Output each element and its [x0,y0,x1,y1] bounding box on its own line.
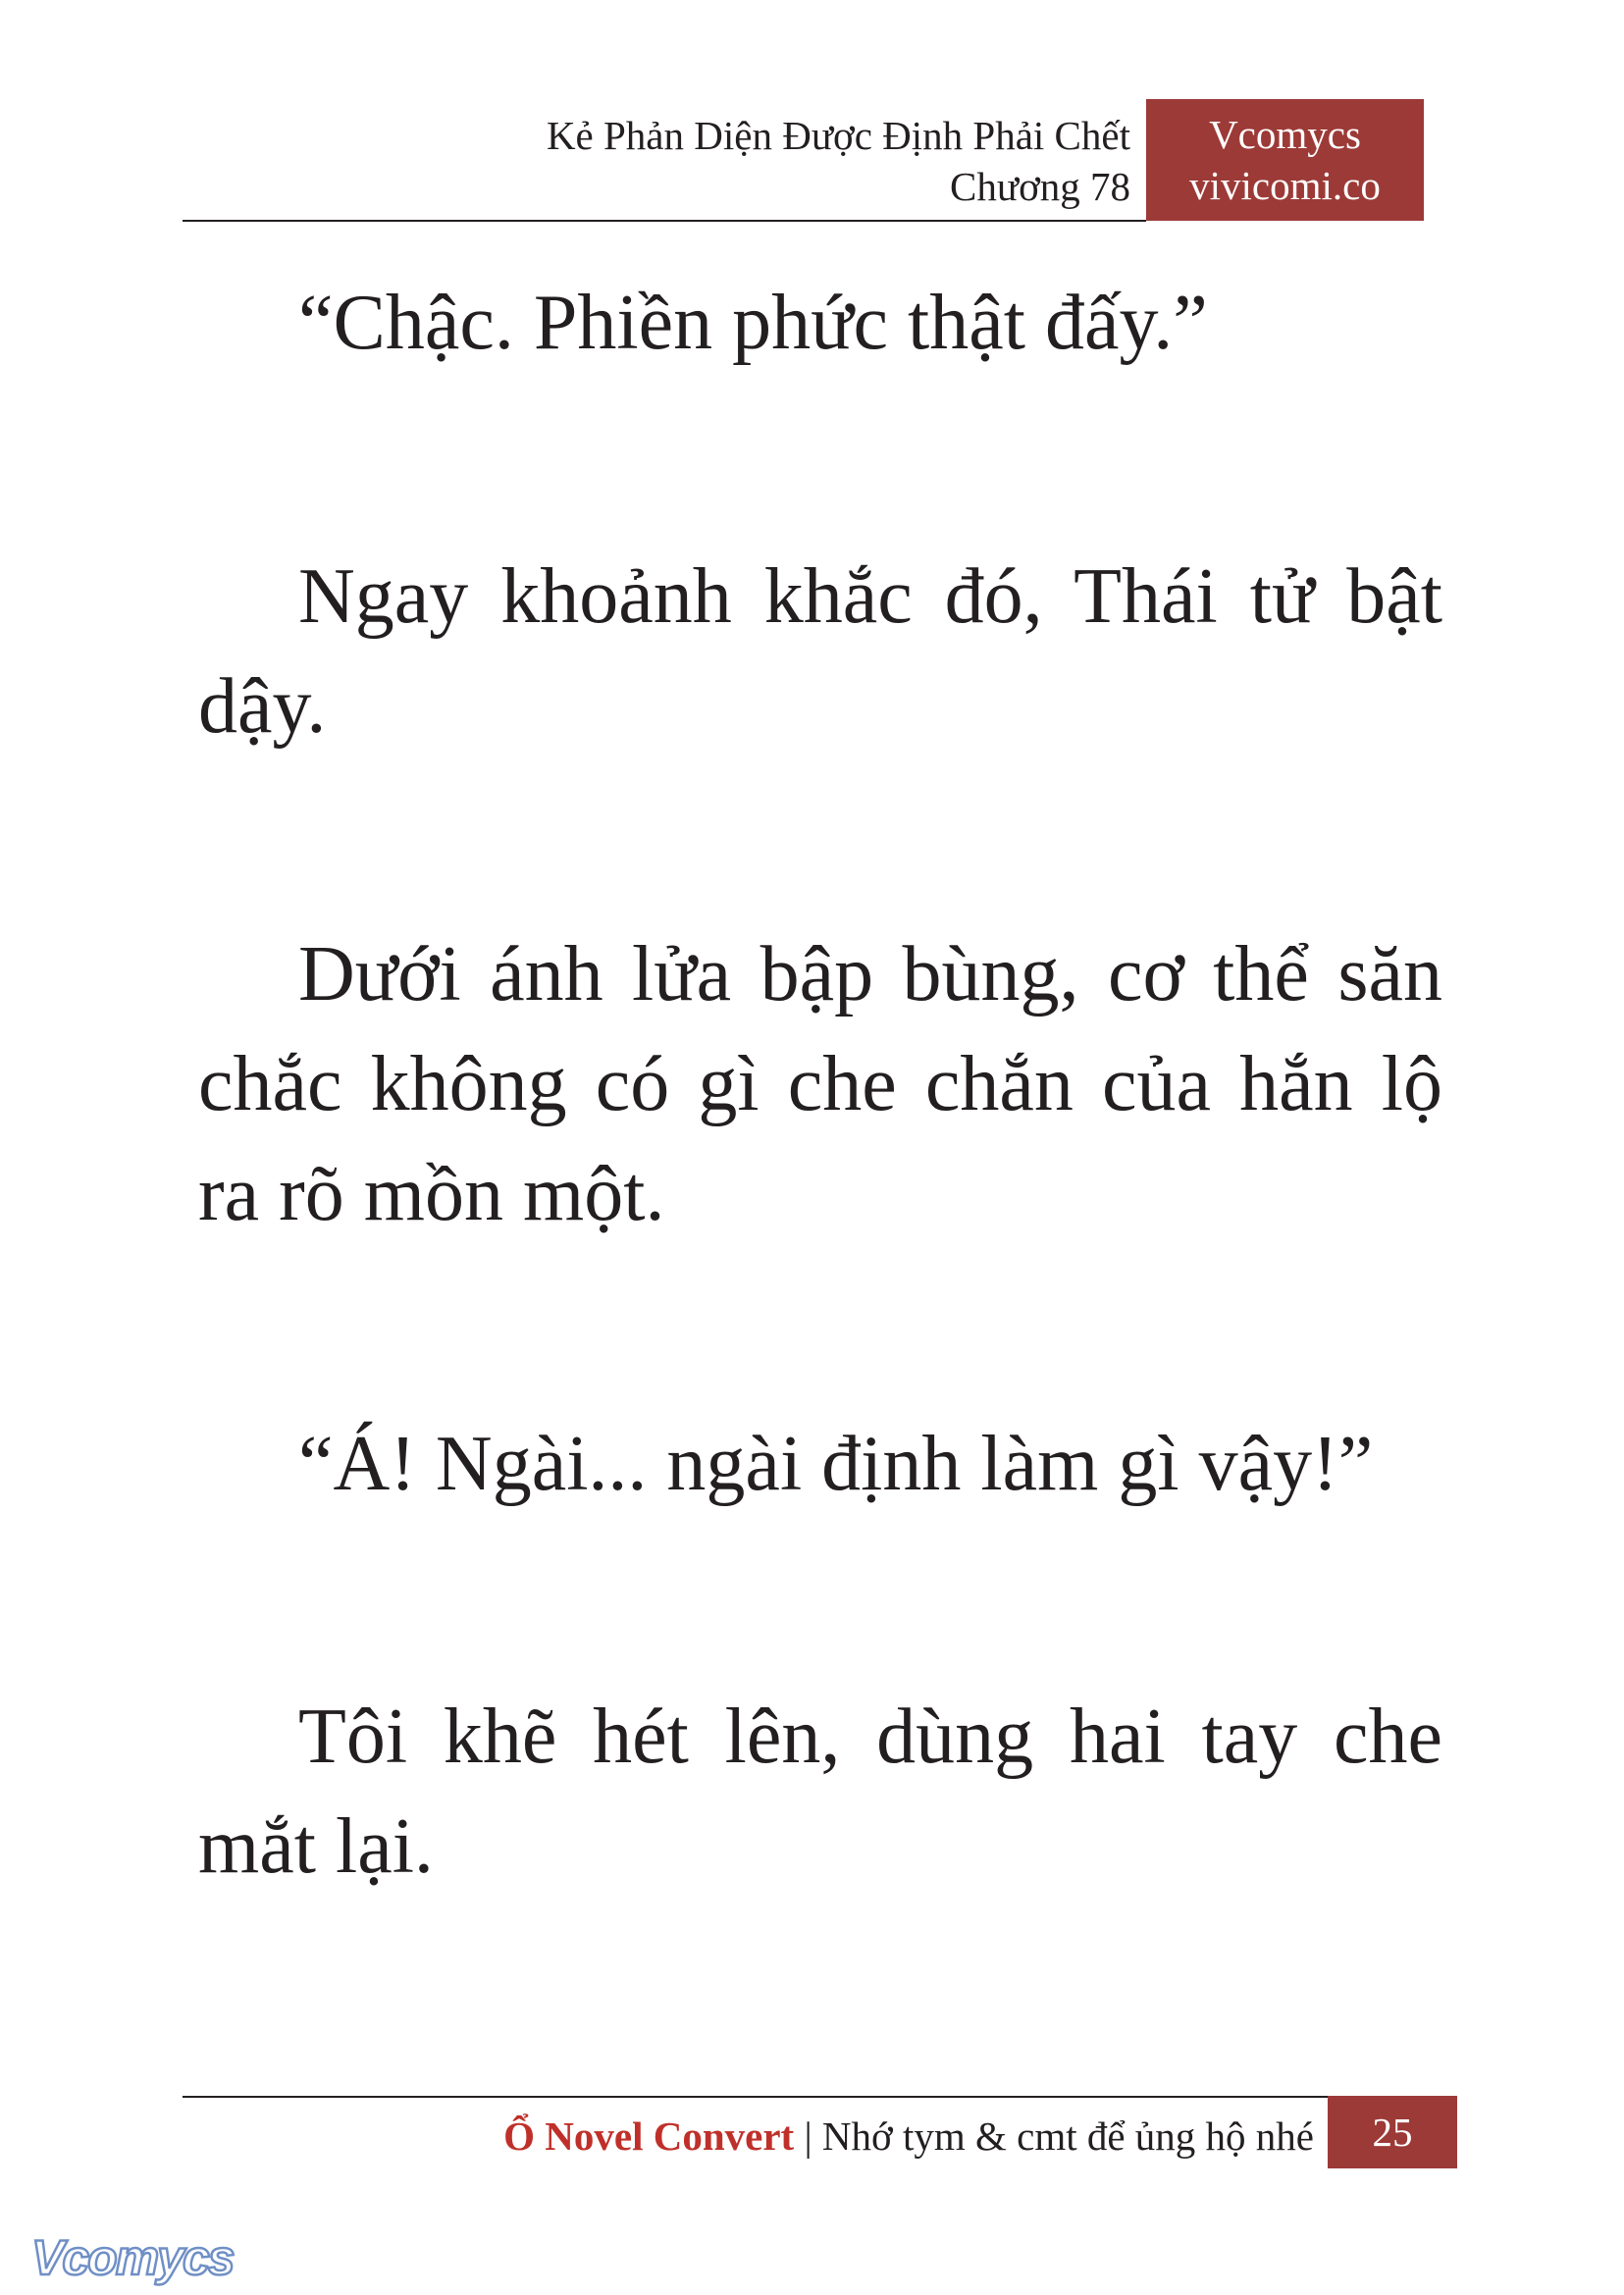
site-name: Vcomycs [1209,112,1361,157]
footer-divider [183,2096,1328,2098]
site-url: vivicomi.co [1189,163,1381,208]
site-badge [1146,99,1424,221]
footer-credit [503,2104,1314,2168]
chapter-label: Chương 78 [950,164,1130,209]
paragraph-5: Tôi khẽ hét lên, dùng hai tay che mắt lại. [198,1694,1442,1890]
paragraph-2: Ngay khoảnh khắc đó, Thái tử bật dậy. [198,553,1442,750]
footer-message: Nhớ tym & cmt để ủng hộ nhé [821,2113,1314,2159]
svg-text:Vcomycs: Vcomycs [31,2230,234,2285]
paragraph-3: Dưới ánh lửa bập bùng, cơ thể săn chắc không có gì che chắn của hắn lộ ra rõ mồn một. [198,931,1442,1237]
vcomycs-watermark-logo [27,2225,255,2290]
header-divider [183,220,1146,222]
footer-separator: | [804,2113,812,2159]
page-number: 25 [1328,2096,1457,2168]
paragraph-4: “Á! Ngài... ngài định làm gì vậy!” [298,1421,1374,1507]
book-title: Kẻ Phản Diện Được Định Phải Chết [546,113,1130,158]
footer-brand: Ổ Novel Convert [503,2113,795,2159]
book-header [547,110,1130,212]
paragraph-1: “Chậc. Phiền phức thật đấy.” [298,280,1208,366]
